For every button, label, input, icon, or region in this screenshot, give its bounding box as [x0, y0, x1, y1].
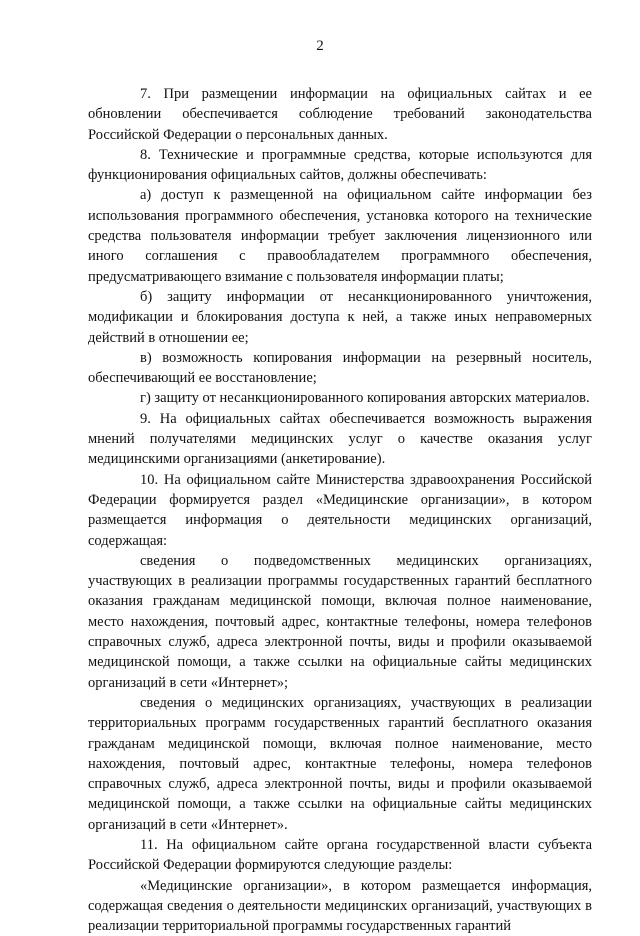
- paragraph-8d: г) защиту от несанкционированного копирования авторских материалов.: [140, 390, 590, 407]
- paragraph-7: 7. При размещении информации на официальных сайтах и ее обновлении обеспечивается соблюдение требований законодательства Российской Федерации о персональных данных.: [88, 86, 592, 143]
- paragraph-9: 9. На официальных сайтах обеспечивается возможность выражения мнений получателями медицинских услуг о качестве оказания услуг медицинскими организациями (анкетирование).: [88, 410, 592, 468]
- paragraph-10-item-2: сведения о медицинских организациях, участвующих в реализации территориальных программ государственных гарантий бесплатного оказания гражданам медицинской помощи, включая полное наименование, место нахождения, почтовый адрес, контактные телефоны, номера телефонов справочных служб, адреса электронной почты, виды и профили оказываемой медицинской помощи, а также ссылки на официальные сайты медицинских организаций в сети «Интернет».: [88, 694, 592, 833]
- paragraph-11-item-1: «Медицинские организации», в котором размещается информация, содержащая сведения о деятельности медицинских организаций, участвующих в реализации территориальной программы государственных гарантий: [88, 877, 592, 935]
- paragraph-10-item-1: сведения о подведомственных медицинских организациях, участвующих в реализации программы государственных гарантий бесплатного оказания гражданам медицинской помощи, включая полное наименование, место нахождения, почтовый адрес, контактные телефоны, номера телефонов справочных служб, адреса электронной почты, виды и профили оказываемой медицинской помощи, а также ссылки на официальные сайты медицинских организаций в сети «Интернет»;: [88, 552, 592, 691]
- paragraph-8a: а) доступ к размещенной на официальном сайте информации без использования программного обеспечения, установка которого на технические средства пользователя информации требует заключения лицензионного или иного соглашения с правообладателем программного обеспечения, предусматривающего взимание с пользователя информации платы;: [88, 187, 592, 285]
- paragraph-11: 11. На официальном сайте органа государственной власти субъекта Российской Федерации формируются следующие разделы:: [88, 836, 592, 874]
- document-body: [88, 84, 592, 936]
- page-number: 2: [316, 38, 324, 54]
- paragraph-8: 8. Технические и программные средства, которые используются для функционирования официальных сайтов, должны обеспечивать:: [88, 146, 592, 184]
- paragraph-10: 10. На официальном сайте Министерства здравоохранения Российской Федерации формируется раздел «Медицинские организации», в котором размещается информация о деятельности медицинских организаций, содержащая:: [88, 471, 592, 549]
- paragraph-8c: в) возможность копирования информации на резервный носитель, обеспечивающий ее восстановление;: [88, 349, 592, 387]
- paragraph-8b: б) защиту информации от несанкционированного уничтожения, модификации и блокирования доступа к ней, а также иных неправомерных действий в отношении ее;: [88, 288, 592, 346]
